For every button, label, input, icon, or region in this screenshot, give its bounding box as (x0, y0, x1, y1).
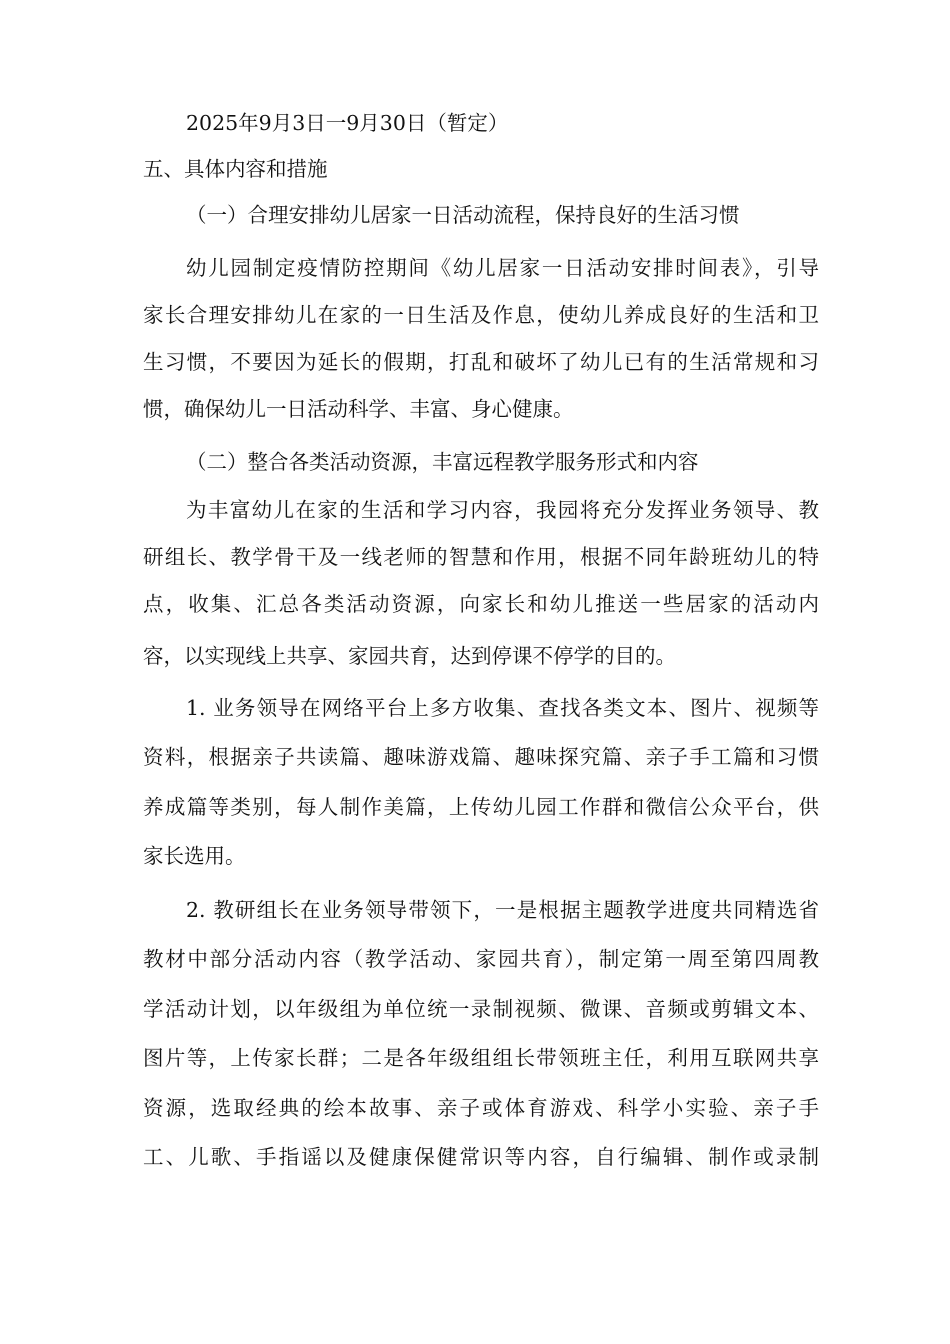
list-item-2-line: 图片等，上传家长群；二是各年级组组长带领班主任，利用互联网共享 (143, 1046, 819, 1070)
list-item-2-line: 2. 教研组长在业务领导带领下，一是根据主题教学进度共同精选省 (186, 898, 819, 922)
list-item-2-line: 工、儿歌、手指谣以及健康保健常识等内容，自行编辑、制作或录制 (143, 1145, 819, 1169)
list-item-1-line: 1. 业务领导在网络平台上多方收集、查找各类文本、图片、视频等 (186, 696, 819, 720)
paragraph-line: 惯，确保幼儿一日活动科学、丰富、身心健康。 (143, 397, 574, 421)
paragraph-line: 家长合理安排幼儿在家的一日生活及作息，使幼儿养成良好的生活和卫 (143, 303, 819, 327)
paragraph-line: 幼儿园制定疫情防控期间《幼儿居家一日活动安排时间表》，引导 (186, 256, 819, 280)
list-item-2-line: 教材中部分活动内容（教学活动、家园共育），制定第一周至第四周教 (143, 947, 819, 971)
list-item-1-line: 家长选用。 (143, 844, 246, 868)
subsection-heading-two: （二）整合各类活动资源，丰富远程教学服务形式和内容 (186, 450, 699, 474)
paragraph-line: 研组长、教学骨干及一线老师的智慧和作用，根据不同年龄班幼儿的特 (143, 545, 819, 569)
list-item-1-line: 资料，根据亲子共读篇、趣味游戏篇、趣味探究篇、亲子手工篇和习惯 (143, 745, 819, 769)
paragraph-line: 生习惯，不要因为延长的假期，打乱和破坏了幼儿已有的生活常规和习 (143, 350, 819, 374)
subsection-heading-one: （一）合理安排幼儿居家一日活动流程，保持良好的生活习惯 (186, 203, 740, 227)
list-item-1-line: 养成篇等类别，每人制作美篇，上传幼儿园工作群和微信公众平台，供 (143, 795, 819, 819)
section-heading-five: 五、具体内容和措施 (143, 157, 328, 181)
list-item-2-line: 资源，选取经典的绘本故事、亲子或体育游戏、科学小实验、亲子手 (143, 1096, 819, 1120)
paragraph-line: 容，以实现线上共享、家园共育，达到停课不停学的目的。 (143, 644, 676, 668)
list-item-2-line: 学活动计划，以年级组为单位统一录制视频、微课、音频或剪辑文本、 (143, 997, 819, 1021)
paragraph-line: 为丰富幼儿在家的生活和学习内容，我园将充分发挥业务领导、教 (186, 498, 819, 522)
paragraph-line: 点，收集、汇总各类活动资源，向家长和幼儿推送一些居家的活动内 (143, 592, 819, 616)
date-range-line: 2025年9月3日一9月30日（暂定） (186, 111, 509, 135)
